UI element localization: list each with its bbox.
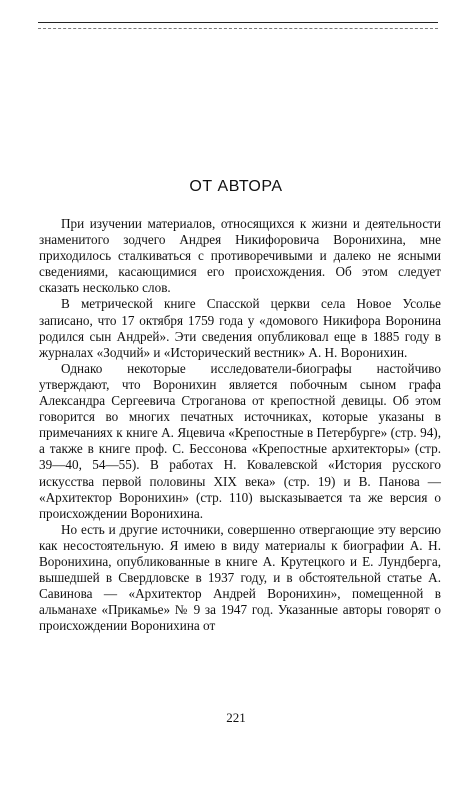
body-text	[39, 216, 441, 634]
top-rule-dashed	[38, 28, 438, 29]
page-number: 221	[226, 710, 246, 725]
chapter-heading: ОТ АВТОРА	[189, 178, 283, 195]
paragraph-2: В метрической книге Спасской церкви села Новое Усолье записано, что 17 октября 1759 года у «домового Никифора Воронина родился сын Андрей». Эти сведения опубликовал еще в 1885 году в журналах «Зодчий» и «Исторический вестник» А. Н. Воронихин.	[39, 296, 441, 360]
paragraph-3: Однако некоторые исследователи-биографы настойчиво утверждают, что Воронихин является побочным сыном графа Александра Сергеевича Строганова от крепостной девицы. Об этом говорится во многих печатных источниках, которые указаны в примечаниях к книге А. Яцевича «Крепостные в Петербурге» (стр. 94), а также в книге проф. С. Бессонова «Крепостные архитекторы» (стр. 39—40, 54—55). В работах Н. Ковалевской «История русского искусства первой половины XIX века» (стр. 19) и В. Панова — «Архитектор Воронихин» (стр. 110) высказывается та же версия о происхождении Воронихина.	[39, 360, 441, 521]
paragraph-4: Но есть и другие источники, совершенно отвергающие эту версию как несостоятельную. Я имею в виду материалы к биографии А. Н. Воронихина, опубликованные в книге А. Крутецкого и Е. Лундберга, вышедшей в Свердловске в 1937 году, и в обстоятельной статье А. Савинова — «Архитектор Андрей Воронихин», помещенной в альманахе «Прикамье» № 9 за 1947 год. Указанные авторы говорят о происхождении Воронихина от	[39, 521, 441, 634]
paragraph-1: При изучении материалов, относящихся к жизни и деятельности знаменитого зодчего Андрея Никифоровича Воронихина, мне приходилось сталкиваться с противоречивыми и далеко не ясными сведениями, касающимися его происхождения. Об этом следует сказать несколько слов.	[39, 216, 441, 296]
top-rule	[38, 22, 438, 23]
